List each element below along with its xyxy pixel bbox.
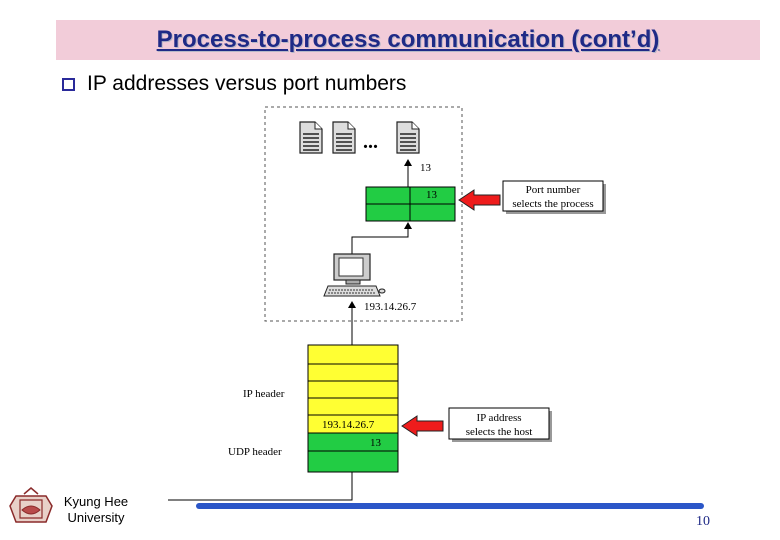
slide-title: Process-to-process communication (cont’d)	[156, 26, 660, 53]
incoming-line	[168, 472, 352, 500]
port-red-arrow-icon	[459, 190, 500, 210]
process-document-icon	[333, 122, 355, 153]
packet-port-label: 13	[370, 437, 381, 449]
ip-red-arrow-icon	[402, 416, 443, 436]
process-document-icon	[300, 122, 322, 153]
ip-packet	[308, 345, 398, 472]
computer-icon	[324, 254, 385, 296]
transport-port-table	[366, 187, 455, 221]
footer-bar	[196, 503, 704, 509]
ellipsis: ...	[363, 131, 378, 153]
process-port-label: 13	[420, 162, 431, 174]
university-logo-icon	[10, 488, 52, 522]
arrow-to-transport	[352, 223, 408, 254]
port-callout-line1: Port number	[525, 184, 581, 196]
ip-callout-line2: selects the host	[465, 426, 533, 438]
process-document-icon	[397, 122, 419, 153]
page-number: 10	[696, 514, 710, 529]
transport-port-label: 13	[426, 189, 437, 201]
ip-callout-line1: IP address	[476, 412, 522, 424]
university-name	[56, 494, 136, 526]
udp-header-label: UDP header	[228, 446, 282, 458]
university-line2: University	[67, 510, 125, 525]
host-ip-label: 193.14.26.7	[364, 301, 417, 313]
ip-header-label: IP header	[243, 388, 285, 400]
university-line1: Kyung Hee	[63, 494, 129, 509]
port-callout-line2: selects the process	[512, 198, 594, 210]
bullet-text: IP addresses versus port numbers	[87, 72, 407, 95]
packet-ip-label: 193.14.26.7	[322, 419, 375, 431]
